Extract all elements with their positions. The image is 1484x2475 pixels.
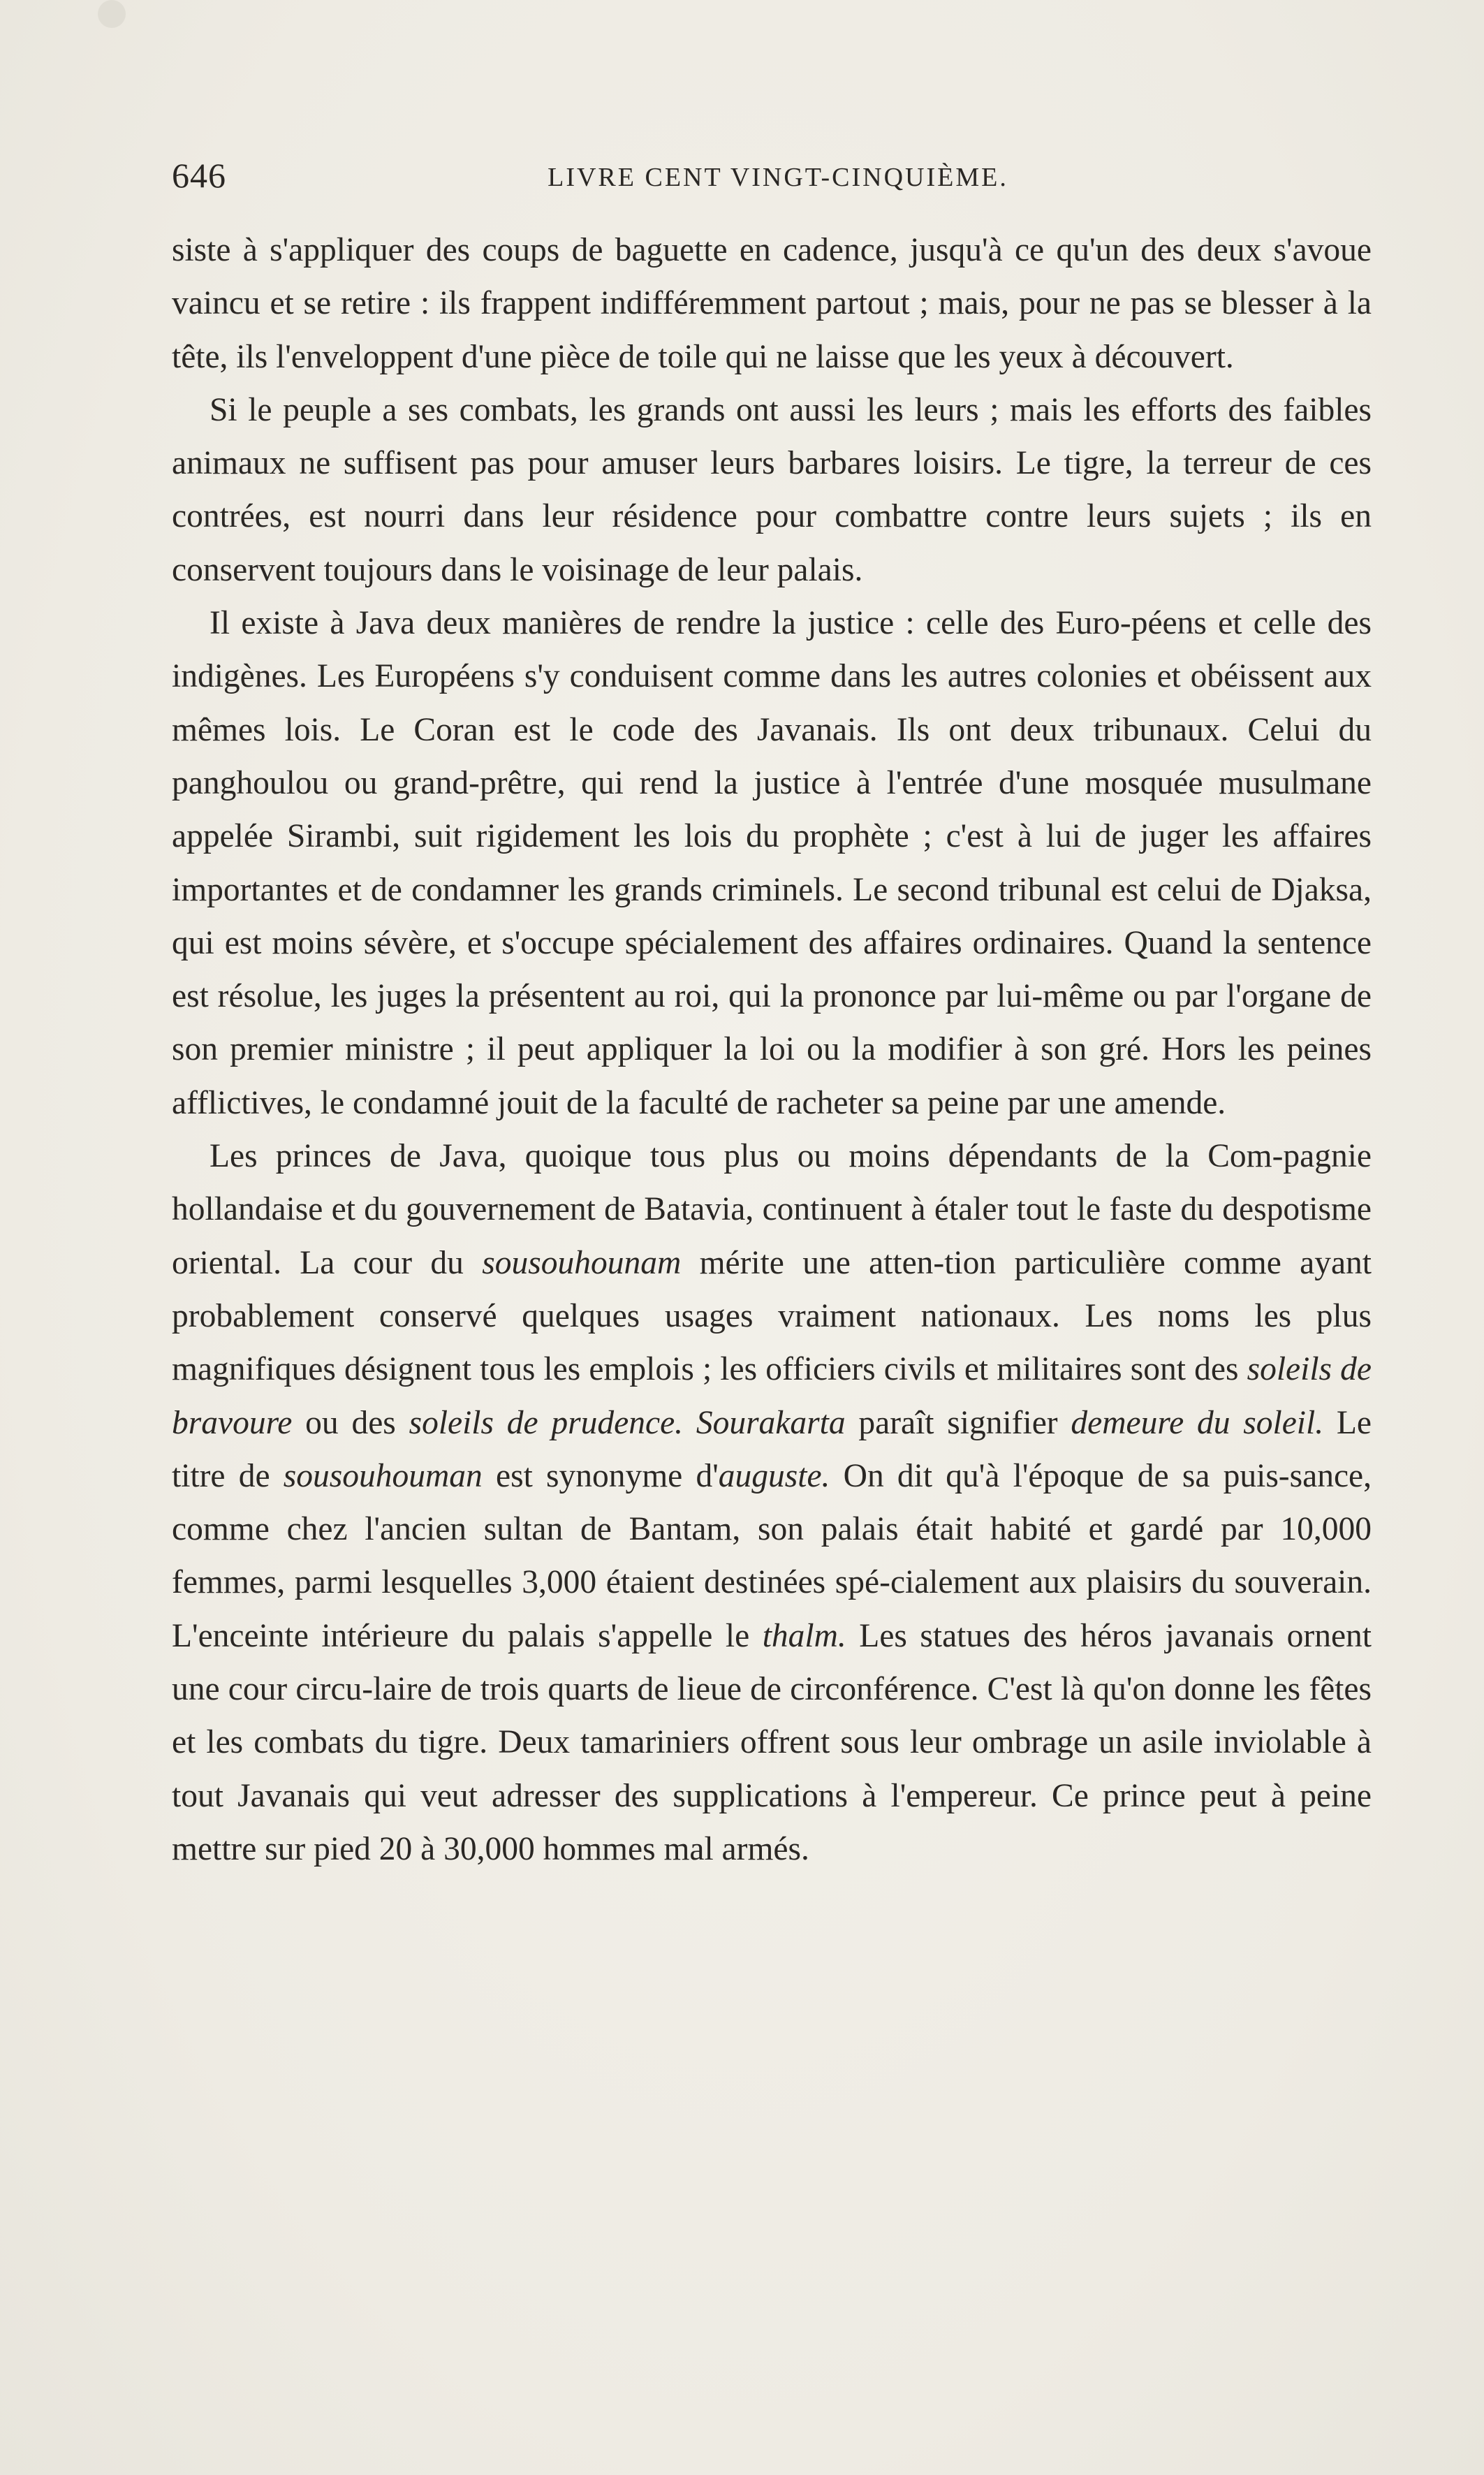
text-run: mérite une atten-tion particulière comme ayant probablement conservé quelques usages vraiment nationaux. Les noms les plus magnifiques désignent tous les emplois ; les officiers civils et militaires sont des (172, 1244, 1372, 1388)
text-run: Les statues des héros javanais ornent une cour circu-laire de trois quarts de lieue de circonférence. C'est là qu'on donne les fêtes et les combats du tigre. Deux tamariniers offrent sous leur ombrage un asile inviolable à tout Javanais qui veut adresser des supplications à l'empereur. Ce prince peut à peine mettre sur pied 20 à 30,000 hommes mal armés. (172, 1617, 1372, 1867)
text-run: Si le peuple a ses combats, les grands ont aussi les leurs ; mais les efforts des faibles animaux ne suffisent pas pour amuser leurs barbares loisirs. Le tigre, la terreur de ces contrées, est nourri dans leur résidence pour combattre contre leurs sujets ; ils en conservent toujours dans le voisinage de leur palais. (172, 391, 1372, 588)
paragraph (172, 597, 1372, 1130)
running-title: LIVRE CENT VINGT-CINQUIÈME. (548, 163, 1008, 192)
paragraph (172, 224, 1372, 384)
text-run: siste à s'appliquer des coups de baguette en cadence, jusqu'à ce qu'un des deux s'avoue vaincu et se retire : ils frappent indifféremment partout ; mais, pour ne pas se blesser à la tête, ils l'enveloppent d'une pièce de toile qui ne laisse que les yeux à découvert. (172, 232, 1372, 375)
page-header (172, 155, 1384, 197)
text-run: Le titre de (172, 1404, 1372, 1494)
page-number: 646 (172, 156, 226, 195)
italic-text: sousouhounam (482, 1244, 682, 1281)
italic-text: thalm. (762, 1617, 846, 1654)
italic-text: demeure du soleil. (1071, 1404, 1324, 1441)
italic-text: sousouhouman (283, 1457, 483, 1494)
text-run: Il existe à Java deux manières de rendre la justice : celle des Euro-péens et celle des indigènes. Les Européens s'y conduisent comme dans les autres colonies et obéissent aux mêmes lois. Le Coran est le code des Javanais. Ils ont deux tribunaux. Celui du panghoulou ou grand-prêtre, qui rend la justice à l'entrée d'une mosquée musulmane appelée Sirambi, suit rigidement les lois du prophète ; c'est à lui de juger les affaires importantes et de condamner les grands criminels. Le second tribunal est celui de Djaksa, qui est moins sévère, et s'occupe spécialement des affaires ordinaires. Quand la sentence est résolue, les juges la présentent au roi, qui la prononce par lui-même ou par l'organe de son premier ministre ; il peut appliquer la loi ou la modifier à son gré. Hors les peines afflictives, le condamné jouit de la faculté de racheter sa peine par une amende. (172, 605, 1372, 1121)
italic-text: soleils de bravoure (172, 1351, 1372, 1441)
text-run: ou des (292, 1404, 409, 1441)
text-run: est synonyme d' (482, 1457, 719, 1494)
paper-stain (98, 0, 126, 28)
text-run: paraît signifier (845, 1404, 1071, 1441)
paragraph (172, 1130, 1372, 1876)
italic-text: auguste. (718, 1457, 830, 1494)
body-text (172, 224, 1372, 1876)
text-run: Les princes de Java, quoique tous plus ou moins dépendants de la Com-pagnie hollandaise et du gouvernement de Batavia, continuent à étaler tout le faste du despotisme oriental. La cour du (172, 1138, 1372, 1281)
text-run: On dit qu'à l'époque de sa puis-sance, comme chez l'ancien sultan de Bantam, son palais était habité et gardé par 10,000 femmes, parmi lesquelles 3,000 étaient destinées spé-cialement aux plaisirs du souverain. L'enceinte intérieure du palais s'appelle le (172, 1457, 1372, 1654)
italic-text: soleils de prudence. Sourakarta (409, 1404, 846, 1441)
paragraph (172, 384, 1372, 597)
